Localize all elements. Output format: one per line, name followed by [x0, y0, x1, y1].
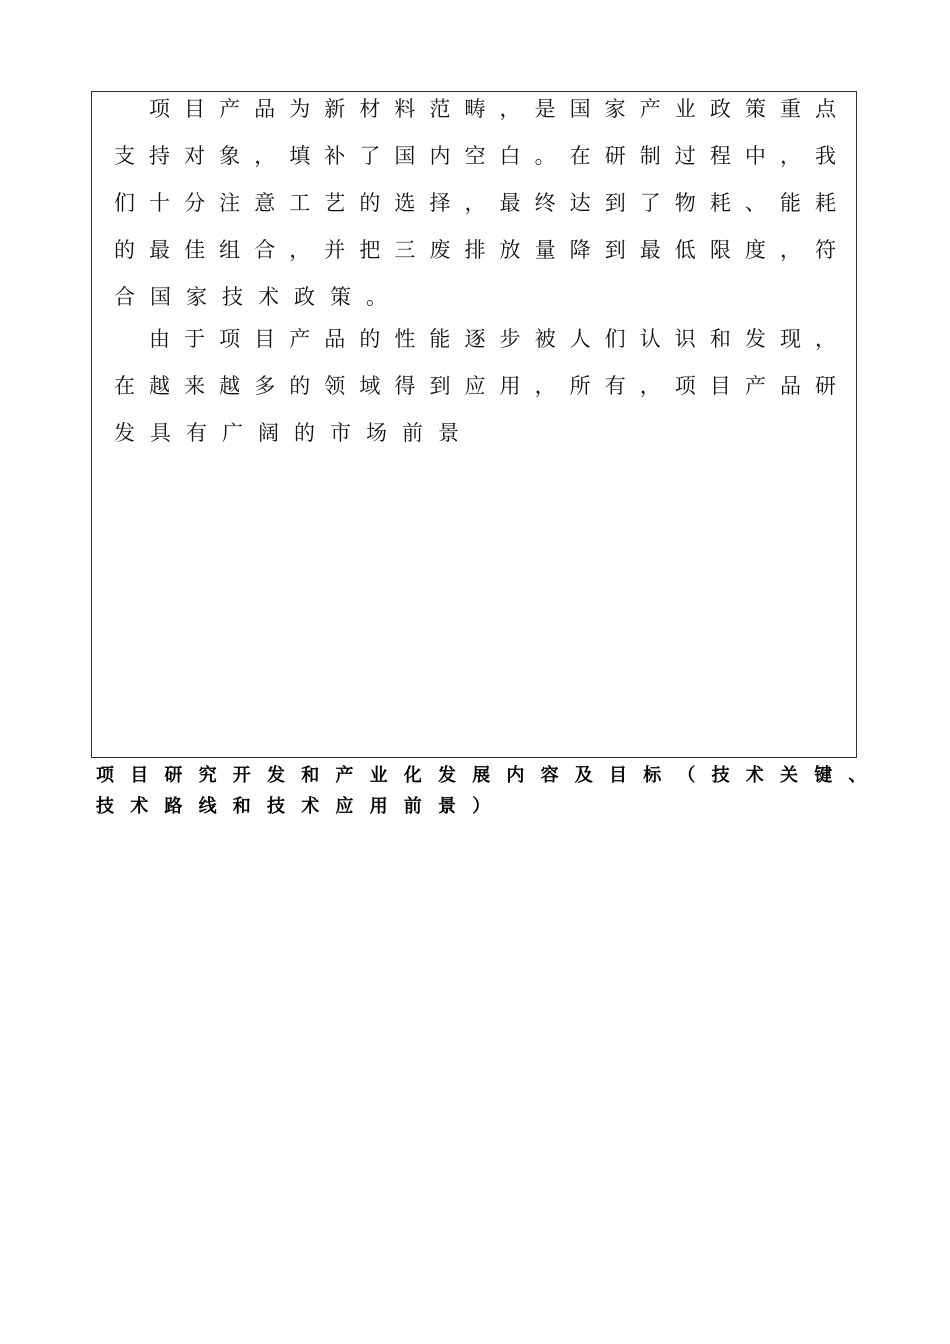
glyph: 市 [330, 421, 351, 445]
glyph: ， [815, 327, 836, 351]
text-line [114, 188, 836, 218]
glyph: 物 [674, 191, 696, 215]
glyph: 越 [219, 374, 241, 398]
glyph: 技 [711, 765, 730, 786]
glyph: 国 [569, 97, 591, 121]
glyph: 目 [609, 765, 627, 786]
glyph: 发 [744, 327, 766, 351]
glyph: 最 [149, 238, 171, 262]
glyph: 和 [301, 765, 320, 786]
glyph: 步 [499, 327, 521, 351]
glyph: 项 [149, 97, 170, 121]
glyph: 废 [429, 238, 451, 262]
glyph: 业 [674, 97, 696, 121]
glyph: ， [254, 144, 276, 168]
glyph: ， [464, 191, 486, 215]
glyph: 符 [815, 238, 836, 262]
glyph: 目 [709, 374, 731, 398]
glyph: 现 [779, 327, 801, 351]
glyph: ， [499, 97, 521, 121]
glyph: 线 [198, 796, 217, 817]
glyph: 、 [848, 765, 867, 786]
glyph: 研 [164, 765, 183, 786]
glyph: 畴 [464, 97, 486, 121]
text-line [114, 371, 836, 401]
glyph: 低 [674, 238, 696, 262]
glyph: 发 [114, 421, 135, 445]
glyph: 品 [324, 327, 346, 351]
glyph: 白 [499, 144, 521, 168]
glyph: 究 [198, 765, 217, 786]
text-line [114, 282, 836, 312]
glyph: 键 [814, 765, 833, 786]
glyph: 为 [289, 97, 311, 121]
glyph: 能 [779, 191, 801, 215]
glyph: 有 [186, 421, 207, 445]
glyph: 于 [184, 327, 206, 351]
glyph: 最 [639, 238, 661, 262]
glyph: 。 [366, 285, 387, 309]
glyph: 的 [114, 238, 135, 262]
glyph: 多 [254, 374, 276, 398]
glyph: 注 [219, 191, 241, 215]
glyph: 意 [254, 191, 276, 215]
glyph: 广 [222, 421, 243, 445]
glyph: ， [639, 374, 661, 398]
glyph: 业 [369, 765, 388, 786]
glyph: 项 [674, 374, 696, 398]
glyph: ， [779, 144, 801, 168]
text-line [149, 94, 836, 124]
glyph: 品 [779, 374, 801, 398]
glyph: 把 [359, 238, 381, 262]
glyph: 。 [534, 144, 556, 168]
glyph: 达 [569, 191, 591, 215]
glyph: 并 [324, 238, 346, 262]
glyph: 技 [267, 796, 285, 817]
glyph: 及 [574, 765, 593, 786]
glyph: 中 [744, 144, 766, 168]
glyph: 项 [96, 765, 114, 786]
glyph: 工 [289, 191, 311, 215]
glyph: 填 [289, 144, 311, 168]
glyph: 我 [815, 144, 836, 168]
glyph: 材 [359, 97, 381, 121]
glyph: 终 [534, 191, 556, 215]
glyph: ， [534, 374, 556, 398]
glyph: 技 [96, 796, 114, 817]
glyph: 越 [149, 374, 171, 398]
glyph: 人 [569, 327, 591, 351]
glyph: 景 [438, 796, 456, 817]
glyph: 术 [301, 796, 320, 817]
glyph: 政 [294, 285, 315, 309]
glyph: 三 [394, 238, 416, 262]
glyph: 开 [232, 765, 251, 786]
glyph: 限 [709, 238, 731, 262]
glyph: 术 [258, 285, 279, 309]
glyph: 组 [219, 238, 241, 262]
glyph: 放 [499, 238, 521, 262]
text-line [114, 141, 836, 171]
glyph: 家 [186, 285, 207, 309]
glyph: 来 [184, 374, 206, 398]
glyph: 新 [324, 97, 346, 121]
glyph: 策 [330, 285, 351, 309]
glyph: 被 [534, 327, 556, 351]
glyph: 产 [219, 97, 241, 121]
glyph: 项 [219, 327, 241, 351]
glyph: ， [779, 238, 801, 262]
glyph: 的 [359, 327, 381, 351]
glyph: 识 [674, 327, 696, 351]
glyph: 分 [184, 191, 206, 215]
glyph: 合 [254, 238, 276, 262]
glyph: 的 [294, 421, 315, 445]
glyph: 佳 [184, 238, 206, 262]
text-line [114, 235, 836, 265]
glyph: 、 [744, 191, 766, 215]
glyph: 领 [324, 374, 346, 398]
glyph: 产 [289, 327, 311, 351]
glyph: 在 [569, 144, 591, 168]
glyph: 用 [369, 796, 388, 817]
glyph: 应 [464, 374, 486, 398]
glyph: 具 [150, 421, 171, 445]
text-line [149, 324, 836, 354]
glyph: 持 [149, 144, 171, 168]
glyph: 性 [394, 327, 416, 351]
glyph: 品 [254, 97, 276, 121]
glyph: 国 [394, 144, 416, 168]
glyph: 用 [499, 374, 521, 398]
glyph: 程 [709, 144, 731, 168]
glyph: 技 [222, 285, 243, 309]
glyph: 了 [359, 144, 381, 168]
glyph: 择 [429, 191, 451, 215]
glyph: 内 [506, 765, 525, 786]
glyph: 对 [184, 144, 206, 168]
glyph: 象 [219, 144, 241, 168]
glyph: 应 [335, 796, 354, 817]
glyph: 空 [464, 144, 486, 168]
glyph: ） [472, 796, 491, 817]
glyph: 过 [674, 144, 696, 168]
glyph: 度 [744, 238, 766, 262]
glyph: （ [677, 765, 696, 786]
glyph: 和 [709, 327, 731, 351]
glyph: 降 [569, 238, 591, 262]
glyph: 容 [540, 765, 559, 786]
glyph: 域 [359, 374, 381, 398]
glyph: 和 [232, 796, 251, 817]
glyph: 排 [464, 238, 486, 262]
glyph: 艺 [324, 191, 346, 215]
glyph: 补 [324, 144, 346, 168]
glyph: 研 [604, 144, 626, 168]
glyph: 合 [114, 285, 135, 309]
glyph: 选 [394, 191, 416, 215]
glyph: 展 [472, 765, 491, 786]
glyph: 到 [604, 191, 626, 215]
glyph: 产 [335, 765, 354, 786]
glyph: 能 [429, 327, 451, 351]
glyph: 前 [403, 796, 422, 817]
glyph: 目 [254, 327, 276, 351]
glyph: 最 [499, 191, 521, 215]
glyph: 在 [114, 374, 135, 398]
glyph: 的 [359, 191, 381, 215]
glyph: ， [289, 238, 311, 262]
glyph: 前 [402, 421, 423, 445]
glyph: 标 [643, 765, 662, 786]
glyph: 家 [604, 97, 626, 121]
glyph: 景 [438, 421, 459, 445]
glyph: 有 [604, 374, 626, 398]
glyph: 范 [429, 97, 451, 121]
glyph: 制 [639, 144, 661, 168]
glyph: 的 [289, 374, 311, 398]
glyph: 认 [639, 327, 661, 351]
glyph: 政 [709, 97, 731, 121]
glyph: 重 [779, 97, 801, 121]
glyph: 发 [267, 765, 285, 786]
glyph: 目 [130, 765, 149, 786]
glyph: 逐 [464, 327, 486, 351]
glyph: 点 [815, 97, 836, 121]
glyph: 所 [569, 374, 591, 398]
glyph: 到 [604, 238, 626, 262]
glyph: 内 [429, 144, 451, 168]
glyph: 量 [534, 238, 556, 262]
glyph: 阔 [258, 421, 279, 445]
glyph: 是 [534, 97, 556, 121]
glyph: 术 [130, 796, 149, 817]
content-box [91, 91, 857, 758]
glyph: 们 [604, 327, 626, 351]
text-line [114, 418, 836, 448]
glyph: 化 [403, 765, 422, 786]
glyph: 十 [149, 191, 171, 215]
glyph: 术 [745, 765, 764, 786]
glyph: 场 [366, 421, 387, 445]
glyph: 料 [394, 97, 416, 121]
glyph: 了 [639, 191, 661, 215]
glyph: 产 [744, 374, 766, 398]
glyph: 们 [114, 191, 135, 215]
glyph: 策 [744, 97, 766, 121]
glyph: 产 [639, 97, 661, 121]
glyph: 得 [394, 374, 416, 398]
glyph: 关 [780, 765, 798, 786]
glyph: 到 [429, 374, 451, 398]
glyph: 研 [815, 374, 836, 398]
glyph: 路 [164, 796, 183, 817]
glyph: 国 [150, 285, 171, 309]
glyph: 支 [114, 144, 135, 168]
glyph: 由 [149, 327, 170, 351]
glyph: 耗 [709, 191, 731, 215]
glyph: 目 [184, 97, 206, 121]
glyph: 耗 [815, 191, 836, 215]
glyph: 发 [438, 765, 456, 786]
